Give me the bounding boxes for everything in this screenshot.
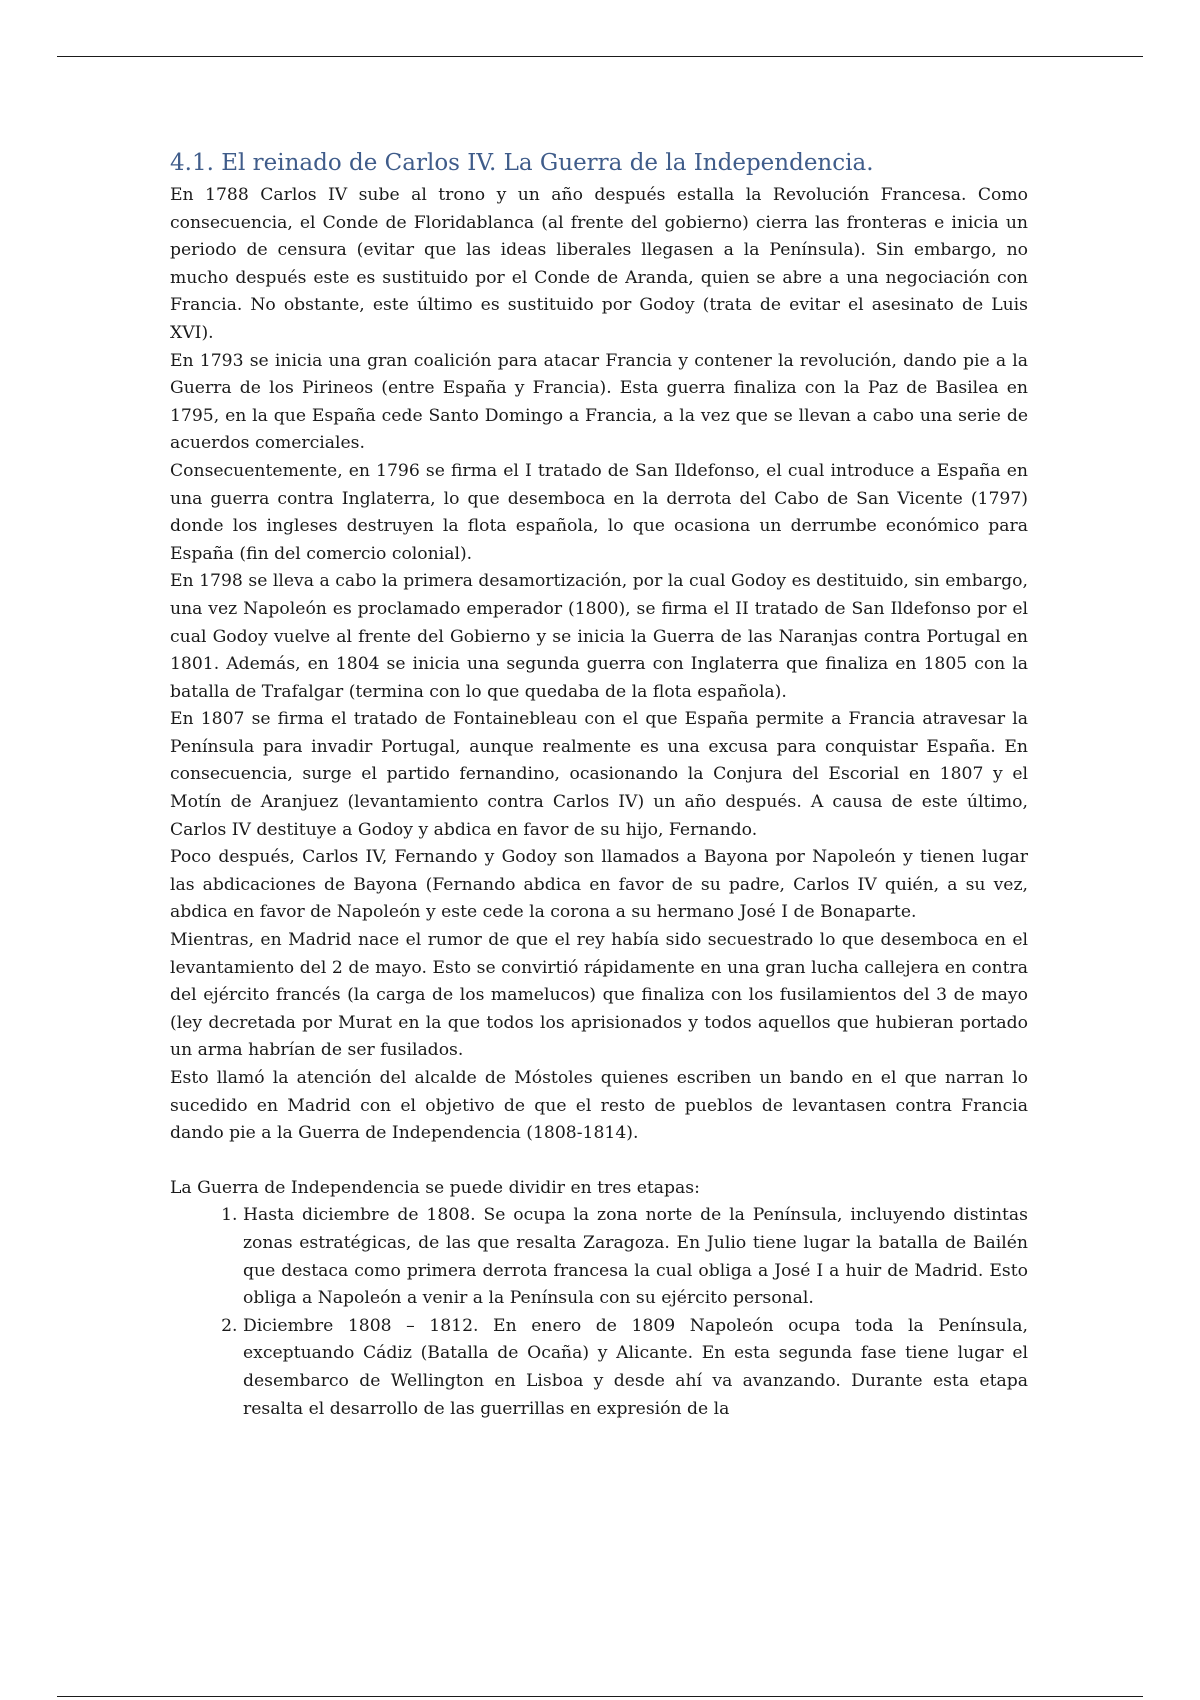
stages-list <box>170 1202 1028 1423</box>
section-title: 4.1. El reinado de Carlos IV. La Guerra de la Independencia. <box>170 150 874 176</box>
paragraph: Consecuentemente, en 1796 se firma el I tratado de San Ildefonso, el cual introduce a España en una guerra contra Inglaterra, lo que desemboca en la derrota del Cabo de San Vicente (1797) donde los ingleses destruyen la flota española, lo que ocasiona un derrumbe económico para España (fin del comercio colonial). <box>170 460 1028 564</box>
list-intro: La Guerra de Independencia se puede dividir en tres etapas: <box>170 1177 700 1198</box>
footer-rule <box>57 1696 1143 1697</box>
paragraph: Mientras, en Madrid nace el rumor de que el rey había sido secuestrado lo que desemboca en el levantamiento del 2 de mayo. Esto se convirtió rápidamente en una gran lucha callejera en contra del ejército francés (la carga de los mamelucos) que finaliza con los fusilamientos del 3 de mayo (ley decretada por Murat en la que todos los aprisionados y todos aquellos que hubieran portado un arma habrían de ser fusilados. <box>170 930 1028 1061</box>
paragraph-spacer <box>170 1148 1028 1175</box>
paragraph: Poco después, Carlos IV, Fernando y Godoy son llamados a Bayona por Napoleón y tienen lugar las abdicaciones de Bayona (Fernando abdica en favor de su padre, Carlos IV quién, a su vez, abdica en favor de Napoleón y este cede la corona a su hermano José I de Bonaparte. <box>170 847 1028 923</box>
header-rule <box>57 56 1143 57</box>
paragraph: En 1788 Carlos IV sube al trono y un año después estalla la Revolución Francesa. Como consecuencia, el Conde de Floridablanca (al frente del gobierno) cierra las fronteras e inicia un periodo de censura (evitar que las ideas liberales llegasen a la Península). Sin embargo, no mucho después este es sustituido por el Conde de Aranda, quien se abre a una negociación con Francia. No obstante, este último es sustituido por Godoy (trata de evitar el asesinato de Luis XVI). <box>170 185 1028 343</box>
list-item: 2. Diciembre 1808 – 1812. En enero de 1809 Napoleón ocupa toda la Península, exceptuando Cádiz (Batalla de Ocaña) y Alicante. En esta segunda fase tiene lugar el desembarco de Wellington en Lisboa y desde ahí va avanzando. Durante esta etapa resalta el desarrollo de las guerrillas en expresión de la <box>243 1313 1028 1423</box>
list-item: 1. Hasta diciembre de 1808. Se ocupa la zona norte de la Península, incluyendo distintas zonas estratégicas, de las que resalta Zaragoza. En Julio tiene lugar la batalla de Bailén que destaca como primera derrota francesa la cual obliga a José I a huir de Madrid. Esto obliga a Napoleón a venir a la Península con su ejército personal. <box>243 1202 1028 1312</box>
document-body <box>170 148 1028 1423</box>
paragraph: En 1793 se inicia una gran coalición para atacar Francia y contener la revolución, dando pie a la Guerra de los Pirineos (entre España y Francia). Esta guerra finaliza con la Paz de Basilea en 1795, en la que España cede Santo Domingo a Francia, a la vez que se llevan a cabo una serie de acuerdos comerciales. <box>170 350 1028 454</box>
paragraph: En 1807 se firma el tratado de Fontainebleau con el que España permite a Francia atravesar la Península para invadir Portugal, aunque realmente es una excusa para conquistar España. En consecuencia, surge el partido fernandino, ocasionando la Conjura del Escorial en 1807 y el Motín de Aranjuez (levantamiento contra Carlos IV) un año después. A causa de este último, Carlos IV destituye a Godoy y abdica en favor de su hijo, Fernando. <box>170 709 1028 840</box>
paragraph: En 1798 se lleva a cabo la primera desamortización, por la cual Godoy es destituido, sin embargo, una vez Napoleón es proclamado emperador (1800), se firma el II tratado de San Ildefonso por el cual Godoy vuelve al frente del Gobierno y se inicia la Guerra de las Naranjas contra Portugal en 1801. Además, en 1804 se inicia una segunda guerra con Inglaterra que finaliza en 1805 con la batalla de Trafalgar (termina con lo que quedaba de la flota española). <box>170 571 1028 702</box>
paragraph: Esto llamó la atención del alcalde de Móstoles quienes escriben un bando en el que narran lo sucedido en Madrid con el objetivo de que el resto de pueblos de levantasen contra Francia dando pie a la Guerra de Independencia (1808-1814). <box>170 1068 1028 1144</box>
